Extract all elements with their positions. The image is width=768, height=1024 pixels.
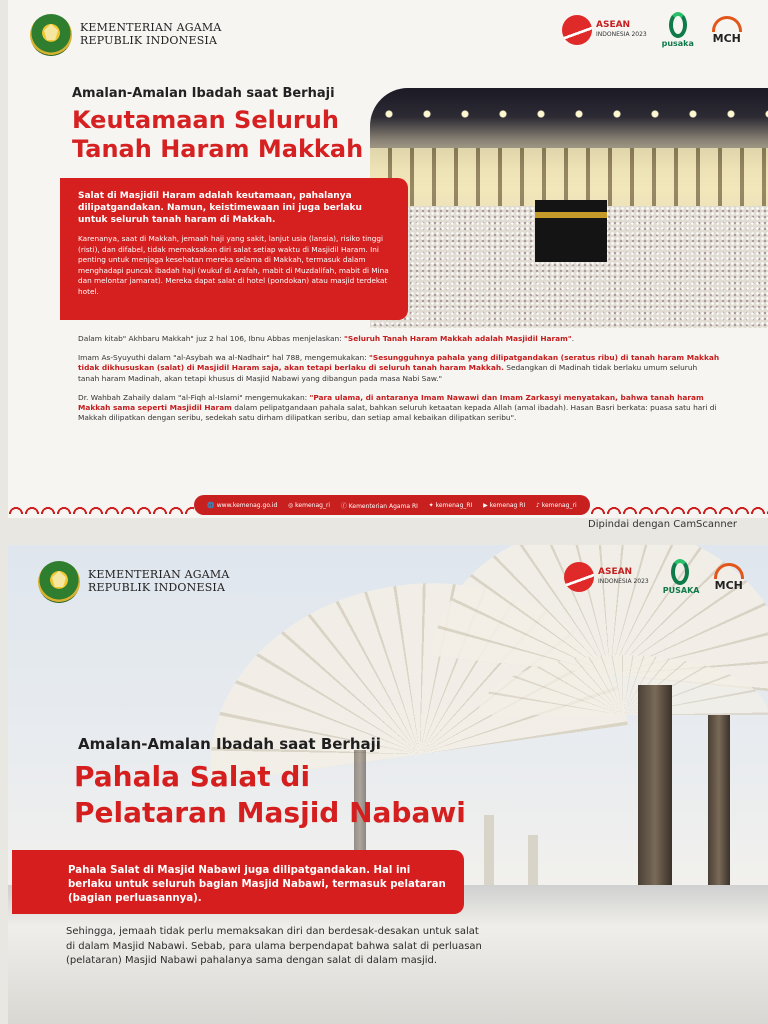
asean-mark-icon	[564, 562, 594, 592]
mch-label: MCH	[714, 578, 743, 592]
page-1-footer	[8, 494, 768, 518]
kemenag-emblem-icon	[38, 561, 80, 603]
mch-mark-icon	[714, 563, 744, 579]
asean-label: ASEAN	[598, 567, 633, 577]
paragraph-wahbah-zahaily	[78, 393, 720, 424]
ministry-line-1: KEMENTERIAN AGAMA	[80, 21, 222, 34]
pusaka-logo	[662, 559, 700, 595]
para2-end: Sedangkan di Madinah tidak berlaku umum seluruh tanah haram Madinah, akan tetapi khusus di Masjid Nabawi yang dibangun pada masa Nabi Saw."	[78, 363, 698, 383]
page-2-highlight-box: Pahala Salat di Masjid Nabawi juga dilipatgandakan. Hal ini berlaku untuk seluruh bagian Masjid Nabawi, termasuk pelataran (bagian perluasannya).	[12, 850, 464, 914]
asean-mark-icon	[562, 15, 592, 45]
page-2-title-line-2: Pelataran Masjid Nabawi	[74, 796, 466, 829]
pusaka-mark-icon	[669, 12, 687, 38]
asean-sub: INDONESIA 2023	[598, 578, 649, 585]
para3-quote: "Para ulama, di antaranya Imam Nawawi dan Imam Zarkasyi menyatakan, bahwa tanah haram Makkah sama seperti Masjidil Haram	[78, 392, 704, 413]
para3-text: Dr. Wahbah Zahaily dalam "al-Fiqh al-Islami" mengemukakan:	[78, 392, 310, 402]
kaaba	[535, 200, 607, 262]
pusaka-label: PUSAKA	[662, 586, 700, 595]
ministry-name	[88, 568, 230, 594]
page-1-subtitle: Amalan-Amalan Ibadah saat Berhaji	[72, 86, 335, 101]
para2-quote: "Sesungguhnya pahala yang dilipatgandakan (seratus ribu) di tanah haram Makkah tidak dikhususkan (salat) di Masjidil Haram saja, akan tetapi berlaku di seluruh tanah haram Makkah.	[78, 353, 720, 373]
page-2-title	[74, 759, 466, 831]
asean-logo	[564, 562, 649, 592]
para3-end: dalam pelipatgandaan pahala salat, bahkan seluruh ketaatan kepada Allah (amal ibadah). Hasan Basri berkata: puasa satu hari di Makkah dilipatkan dengan seribu, sedekah satu dirham dilipatkan seribu, dan setiap amal kebaikan dilipatkan seribu".	[78, 403, 717, 423]
pusaka-label: pusaka	[661, 39, 694, 48]
asean-label: ASEAN	[596, 20, 631, 30]
para2-text: Imam As-Syuyuthi dalam "al-Asybah wa al-Nadhair" hal 788, mengemukakan:	[78, 353, 370, 363]
twitter-link[interactable]: ✦ kemenag_RI	[428, 501, 473, 509]
facebook-link[interactable]: ⓕ Kementerian Agama RI	[340, 502, 418, 510]
mosque-arches	[370, 148, 768, 208]
page-2-poster	[8, 545, 768, 1024]
highlight-description: Karenanya, saat di Makkah, jemaah haji yang sakit, lanjut usia (lansia), risiko tinggi (risti), dan difabel, tidak memaksakan diri salat setiap waktu di Masjidil Haram. Ini penting untuk menjaga kesehatan mereka selama di Makkah, termasuk dalam menghadapi puncak ibadah haji (wukuf di Arafah, mabit di Muzdalifah, mabit di Mina dan melontar jamarat). Mereka dapat salat di hotel (pondokan) atau masjid terdekat hotel.	[78, 234, 389, 296]
instagram-link[interactable]: ◎ kemenag_ri	[288, 501, 331, 509]
page-1-poster	[8, 0, 768, 518]
footer-ornament-right	[590, 498, 768, 514]
paragraph-akhbaru-makkah	[78, 334, 720, 344]
mch-mark-icon	[712, 16, 742, 32]
page-1-title	[72, 106, 363, 164]
footer-ornament-left	[8, 498, 194, 514]
para1-quote: "Seluruh Tanah Haram Makkah adalah Masjidil Haram"	[344, 334, 572, 343]
para1-end: .	[571, 334, 575, 343]
page-1-highlight-box	[60, 178, 408, 320]
mch-logo	[711, 563, 747, 592]
highlight-lead: Salat di Masjidil Haram adalah keutamaan, pahalanya dilipatgandakan. Namun, keistimewaan ini juga berlaku untuk seluruh tanah haram di Makkah.	[78, 191, 362, 225]
pusaka-logo	[661, 12, 695, 48]
page-1-title-line-2: Tanah Haram Makkah	[72, 135, 364, 163]
social-media-bar	[194, 495, 590, 515]
camscanner-note: Dipindai dengan CamScanner	[588, 519, 737, 530]
page-2-body: Sehingga, jemaah tidak perlu memaksakan diri dan berdesak-desakan untuk salat di dalam Masjid Nabawi. Sebab, para ulama berpendapat bahwa salat di perluasan (pelataran) Masjid Nabawi pahalanya sama dengan salat di dalam masjid.	[66, 926, 482, 966]
page-2-subtitle: Amalan-Amalan Ibadah saat Berhaji	[78, 735, 381, 753]
partner-logos	[562, 12, 745, 48]
tiktok-link[interactable]: ♪ kemenag_ri	[535, 501, 577, 509]
para1-text: Dalam kitab" Akhbaru Makkah" juz 2 hal 106, Ibnu Abbas menjelaskan:	[78, 334, 345, 343]
kaaba-photo	[370, 88, 768, 328]
stadium-lights	[370, 110, 768, 118]
ministry-line-1: KEMENTERIAN AGAMA	[88, 568, 230, 581]
page-1-title-line-1: Keutamaan Seluruh	[72, 106, 339, 134]
pusaka-mark-icon	[671, 559, 689, 585]
kemenag-emblem-icon	[30, 14, 72, 56]
website-link[interactable]: 🌐 www.kemenag.go.id	[207, 501, 278, 509]
mch-logo	[709, 16, 745, 45]
partner-logos	[564, 559, 747, 595]
mch-label: MCH	[712, 31, 741, 45]
page-2-title-line-1: Pahala Salat di	[74, 760, 311, 793]
page-1-header	[8, 0, 768, 70]
page-1-body	[78, 334, 720, 432]
asean-sub: INDONESIA 2023	[596, 31, 647, 38]
ministry-name	[80, 21, 222, 47]
ministry-line-2: REPUBLIK INDONESIA	[88, 581, 226, 594]
youtube-link[interactable]: ▶ kemenag RI	[483, 501, 526, 509]
ministry-line-2: REPUBLIK INDONESIA	[80, 34, 218, 47]
paragraph-as-syuyuthi	[78, 353, 720, 384]
asean-logo	[562, 15, 647, 45]
